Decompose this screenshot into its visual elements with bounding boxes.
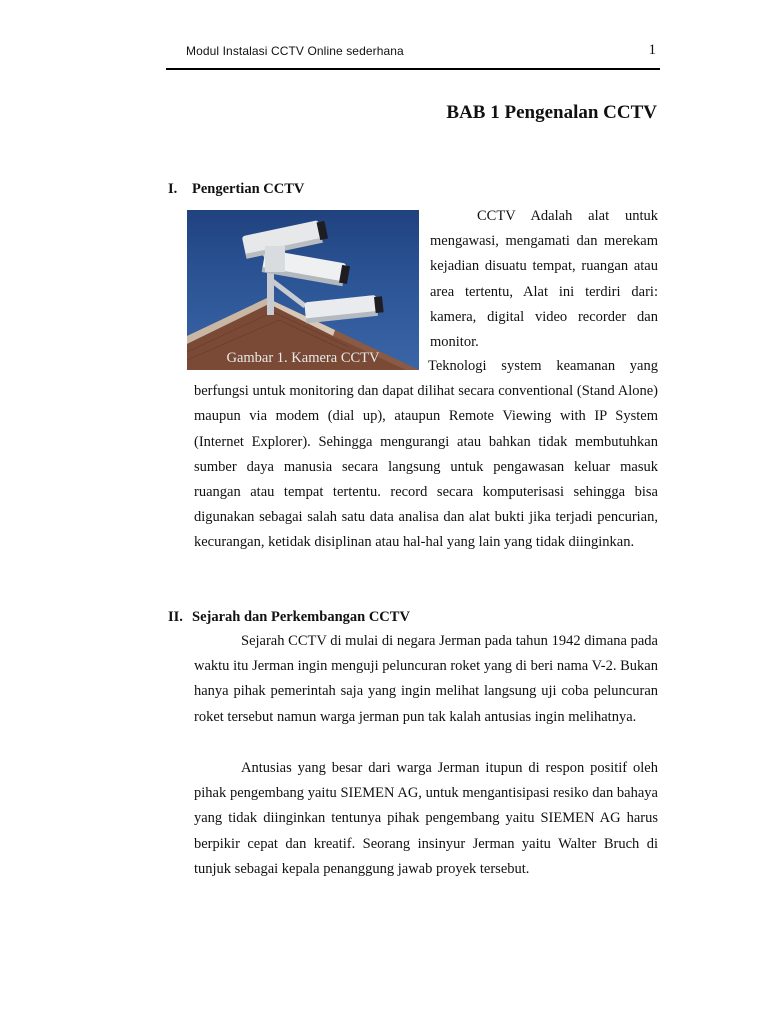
paragraph-history-1: Sejarah CCTV di mulai di negara Jerman pada tahun 1942 dimana pada waktu itu Jerman ingin menguji peluncuran roket yang di beri nama V-2. Bukan hanya pihak pemerintah saja yang ingin melihat langsung uji coba peluncuran roket tersebut namun warga jerman pun tak kalah antusias ingin melihatnya.	[194, 633, 658, 725]
page-number: 1	[648, 42, 656, 58]
running-header	[166, 40, 660, 70]
cctv-camera-photo-icon	[187, 210, 419, 370]
section-heading-1	[168, 181, 304, 198]
paragraph-history-2: Antusias yang besar dari warga Jerman itupun di respon positif oleh pihak pengembang yaitu SIEMEN AG, untuk mengantisipasi resiko dan bahaya yang tidak diinginkan tentunya pihak pengembang yaitu SIEMEN AG harus berpikir cepat dan kreatif. Seorang insinyur Jerman yaitu Walter Bruch di tunjuk sebagai kepala penanggung jawab proyek tersebut.	[194, 760, 658, 877]
section-heading-2	[168, 609, 410, 626]
figure-cctv-camera	[187, 210, 419, 370]
chapter-title: BAB 1 Pengenalan CCTV	[446, 102, 657, 123]
paragraph-technology: Teknologi system keamanan yang berfungsi untuk monitoring dan dapat dilihat secara conventional (Stand Alone) maupun via modem (dial up), ataupun Remote Viewing with IP System (Internet Explorer). Sehingga mengurangi atau bahkan tidak membutuhkan sumber daya manusia secara langsung untuk pengawasan keluar masuk ruangan atau tempat tertentu. record secara komputerisasi sehingga bisa digunakan sebagai salah satu data analisa dan alat bukti jika terjadi pencurian, kecurangan, ketidak disiplinan atau hal-hal yang lain yang tidak diinginkan.	[194, 358, 658, 551]
section-title: Sejarah dan Perkembangan CCTV	[192, 609, 410, 625]
figure-caption: Gambar 1. Kamera CCTV	[226, 350, 380, 366]
paragraph-definition: CCTV Adalah alat untuk mengawasi, mengamati dan merekam kejadian disuatu tempat, ruangan atau area tertentu, Alat ini terdiri dari: kamera, digital video recorder dan monitor.	[430, 208, 658, 351]
module-title: Modul Instalasi CCTV Online sederhana	[186, 44, 404, 58]
section-title: Pengertian CCTV	[192, 181, 305, 197]
section-number: I.	[168, 181, 178, 197]
section-number: II.	[168, 609, 183, 625]
